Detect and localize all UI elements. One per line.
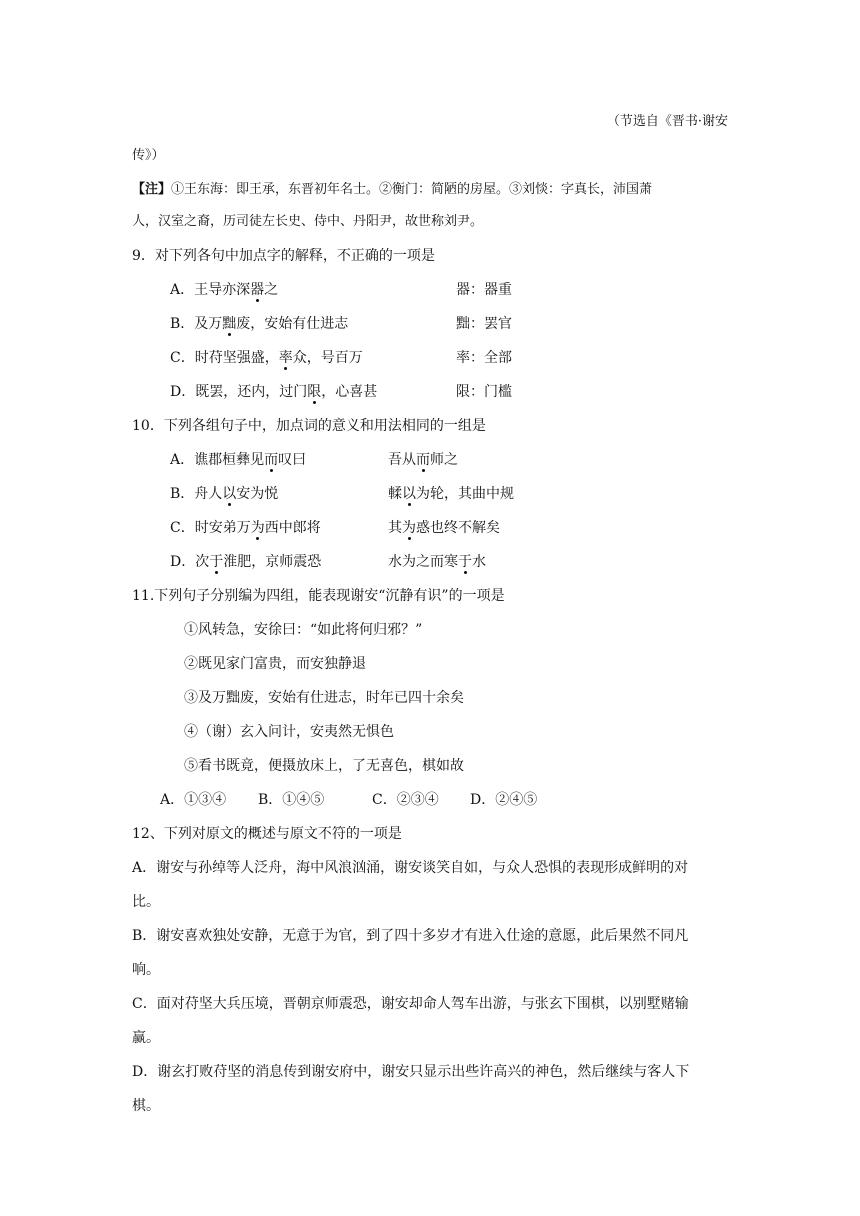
q11-choice-a: A．①③④	[160, 792, 227, 808]
note-tag: 【注】	[132, 182, 172, 197]
q11-item-2: ②既见家门富贵，而安独静退	[184, 656, 366, 672]
q10-option-c-right: 其为惑也终不解矣	[388, 520, 500, 536]
dotted-char: 黜	[222, 316, 237, 332]
q9-gloss-b: 黜：罢官	[456, 316, 512, 332]
q10-stem: 10．下列各组句子中，加点词的意义和用法相同的一组是	[132, 418, 486, 434]
q12-option-c-line2: 赢。	[132, 1030, 160, 1046]
note-text-1: ①王东海：即王承，东晋初年名士。②衡门：简陋的房屋。③刘惔：字真长，沛国萧	[171, 182, 653, 197]
dotted-char: 以	[222, 486, 237, 502]
dotted-char: 器	[250, 282, 265, 298]
q10-option-a-left: A．谯郡桓彝见而叹曰	[170, 452, 307, 468]
q11-item-4: ④（谢）玄入问计，安夷然无惧色	[184, 724, 394, 740]
dotted-char: 为	[402, 520, 416, 536]
q10-option-d-left: D．次于淮肥，京师震恐	[170, 554, 322, 570]
note-line1	[132, 180, 652, 200]
source-citation-line1: （节选自《晋书·谢安	[606, 114, 728, 129]
q11-item-5: ⑤看书既竟，便摄放床上，了无喜色，棋如故	[184, 758, 464, 774]
q10-option-b-left: B．舟人以安为悦	[170, 486, 279, 502]
q9-stem: 9．对下列各句中加点字的解释，不正确的一项是	[132, 248, 435, 264]
q11-choice-c: C．②③④	[372, 792, 439, 808]
dotted-char: 率	[278, 350, 293, 366]
dotted-char: 于	[458, 554, 472, 570]
q12-option-d-line1: D．谢玄打败苻坚的消息传到谢安府中，谢安只显示出些许高兴的神色，然后继续与客人下	[132, 1064, 690, 1080]
q11-choice-b: B．①④⑤	[258, 792, 325, 808]
q9-gloss-d: 限：门槛	[456, 384, 512, 400]
q9-gloss-a: 器：器重	[456, 282, 512, 298]
q12-stem: 12、下列对原文的概述与原文不符的一项是	[132, 826, 402, 842]
q10-option-c-left: C．时安弟万为西中郎将	[170, 520, 321, 536]
q11-item-3: ③及万黜废，安始有仕进志，时年已四十余矣	[184, 690, 464, 706]
dotted-char: 以	[402, 486, 416, 502]
q9-option-b: B．及万黜废，安始有仕进志	[170, 316, 349, 332]
note-line2: 人，汉室之裔，历司徒左长史、侍中、丹阳尹，故世称刘尹。	[132, 214, 484, 229]
q12-option-b-line1: B．谢安喜欢独处安静，无意于为官，到了四十多岁才有进入仕途的意愿，此后果然不同凡	[132, 928, 689, 944]
q9-gloss-c: 率：全部	[456, 350, 512, 366]
q12-option-b-line2: 响。	[132, 962, 160, 978]
q11-item-1: ①风转急，安徐曰：“如此将何归邪？”	[184, 622, 423, 638]
dotted-char: 为	[250, 520, 265, 536]
q10-option-a-right: 吾从而师之	[388, 452, 458, 468]
q10-option-d-right: 水为之而寒于水	[388, 554, 486, 570]
dotted-char: 而	[416, 452, 430, 468]
q11-stem: 11.下列句子分别编为四组，能表现谢安“沉静有识”的一项是	[132, 588, 505, 604]
q12-option-a-line2: 比。	[132, 894, 160, 910]
q12-option-d-line2: 棋。	[132, 1098, 160, 1114]
dotted-char: 而	[264, 452, 279, 468]
q9-option-c: C．时苻坚强盛，率众，号百万	[170, 350, 363, 366]
q12-option-c-line1: C．面对苻坚大兵压境，晋朝京师震恐，谢安却命人驾车出游，与张玄下围棋，以别墅赌输	[132, 996, 689, 1012]
dotted-char: 限	[307, 384, 322, 400]
q11-choice-d: D．②④⑤	[470, 792, 538, 808]
dotted-char: 于	[209, 554, 224, 570]
q12-option-a-line1: A．谢安与孙绰等人泛舟，海中风浪汹涌，谢安谈笑自如，与众人恐惧的表现形成鲜明的对	[132, 860, 689, 876]
q9-option-a: A．王导亦深器之	[170, 282, 279, 298]
q10-option-b-right: 輮以为轮，其曲中规	[388, 486, 514, 502]
source-citation-line2: 传》）	[132, 148, 165, 163]
q9-option-d: D．既罢，还内，过门限，心喜甚	[170, 384, 378, 400]
